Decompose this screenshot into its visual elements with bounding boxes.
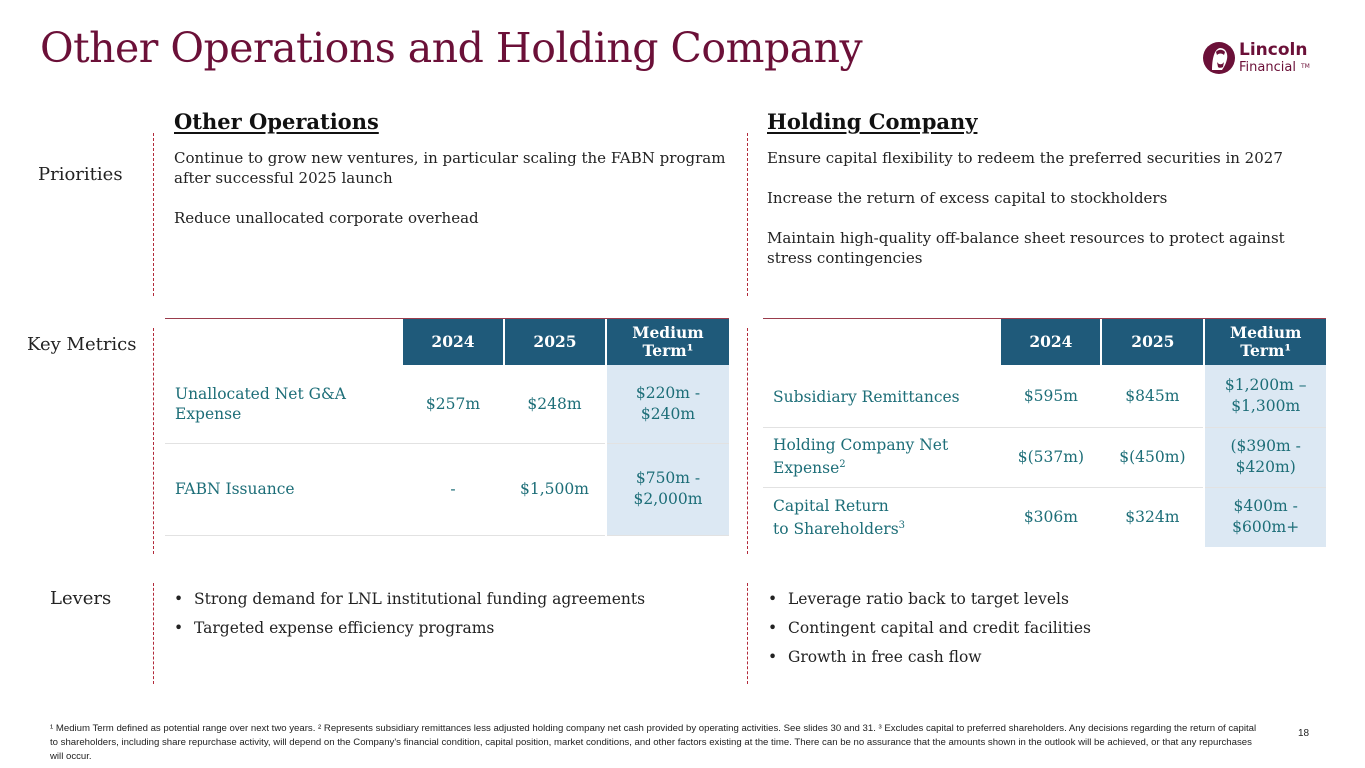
- table-row: [763, 427, 1326, 487]
- priority-text: Increase the return of excess capital to stockholders: [767, 189, 1168, 207]
- lincoln-portrait-icon: [1202, 40, 1236, 76]
- separator-line: [153, 328, 154, 554]
- table-row: [165, 365, 729, 443]
- logo-trademark: TM: [1301, 63, 1310, 70]
- table-row: [165, 443, 729, 535]
- value-medium-term: $400m - $600m+: [1204, 487, 1326, 547]
- other-ops-levers-list: [174, 590, 645, 648]
- holding-metrics-table: [763, 319, 1326, 547]
- page-title: Other Operations and Holding Company: [40, 24, 863, 72]
- list-item: • Strong demand for LNL institutional funding agreements: [174, 590, 645, 619]
- value-medium-term: $750m - $2,000m: [606, 443, 729, 535]
- other-ops-metrics-table: [165, 319, 729, 536]
- value-2024: $595m: [1000, 365, 1101, 427]
- value-medium-term: $1,200m – $1,300m: [1204, 365, 1326, 427]
- priority-text: Maintain high-quality off-balance sheet resources to protect against stress contingencies: [767, 229, 1285, 267]
- value-2025: $845m: [1101, 365, 1204, 427]
- value-2024: $(537m): [1000, 427, 1101, 487]
- company-logo: [1202, 38, 1312, 80]
- value-medium-term: ($390m - $420m): [1204, 427, 1326, 487]
- metric-name-text: Holding Company Net Expense: [773, 436, 949, 478]
- row-label-levers: Levers: [50, 588, 112, 609]
- metric-name: Unallocated Net G&A Expense: [165, 365, 402, 443]
- list-item: • Growth in free cash flow: [768, 648, 1091, 677]
- separator-line: [153, 583, 154, 684]
- table-header-row: [763, 319, 1326, 365]
- value-medium-term: $220m - $240m: [606, 365, 729, 443]
- value-2024: $257m: [402, 365, 504, 443]
- footnote-text: ¹ Medium Term defined as potential range over next two years. ² Represents subsidiary remittances less adjusted holding company net cash provided by operating activities. See slides 30 and 31. ³ Excludes capital to preferred shareholders. Any decisions regarding the return of capital to shareholders, including share repurchase activity, will depend on the Company's financial condition, capital position, market conditions, and other factors existing at the time. There can be no assurance that the amounts shown in the outlook will be achieved, or that any repurchases will occur.: [50, 723, 1257, 762]
- holding-priorities: [767, 148, 1307, 288]
- other-ops-priorities: [174, 148, 729, 248]
- separator-line: [153, 133, 154, 296]
- metric-name: FABN Issuance: [165, 443, 402, 535]
- value-2025: $(450m): [1101, 427, 1204, 487]
- priority-text: Ensure capital flexibility to redeem the preferred securities in 2027: [767, 149, 1283, 167]
- footnote-marker: 3: [898, 519, 906, 531]
- column-header-2024: 2024: [402, 319, 504, 365]
- logo-word-lincoln: Lincoln: [1239, 40, 1308, 60]
- row-label-priorities: Priorities: [38, 164, 123, 185]
- column-header-2025: 2025: [504, 319, 606, 365]
- row-label-key-metrics: Key Metrics: [27, 334, 137, 355]
- list-item: • Contingent capital and credit facilities: [768, 619, 1091, 648]
- list-item: • Targeted expense efficiency programs: [174, 619, 645, 648]
- footnote-marker: 2: [839, 459, 846, 471]
- value-2025: $1,500m: [504, 443, 606, 535]
- value-2025: $248m: [504, 365, 606, 443]
- list-item: • Leverage ratio back to target levels: [768, 590, 1091, 619]
- column-header-medium-term: Medium Term¹: [1204, 319, 1326, 365]
- column-header-2025: 2025: [1101, 319, 1204, 365]
- value-2024: $306m: [1023, 508, 1078, 527]
- column-header-medium-term: Medium Term¹: [606, 319, 729, 365]
- metric-name-text: Subsidiary Remittances: [773, 388, 960, 407]
- value-2025: $324m: [1125, 508, 1180, 527]
- priority-text: Reduce unallocated corporate overhead: [174, 209, 479, 227]
- holding-levers-list: [768, 590, 1091, 677]
- separator-line: [747, 133, 748, 296]
- page-number: 18: [1298, 728, 1310, 739]
- metric-name: [763, 427, 1000, 487]
- value-2024: -: [402, 443, 504, 535]
- table-row: [763, 487, 1326, 547]
- metric-name: [763, 487, 1000, 547]
- logo-word-financial: Financial: [1239, 60, 1296, 75]
- heading-holding-company: Holding Company: [767, 109, 978, 134]
- separator-line: [747, 328, 748, 554]
- separator-line: [747, 583, 748, 684]
- metric-name-text: Capital Return to Shareholders: [773, 496, 899, 538]
- table-row: [763, 365, 1326, 427]
- metric-name: [763, 365, 1000, 427]
- table-header-row: [165, 319, 729, 365]
- column-header-2024: 2024: [1000, 319, 1101, 365]
- priority-text: Continue to grow new ventures, in particular scaling the FABN program after successful 2025 launch: [174, 149, 726, 187]
- heading-other-operations: Other Operations: [174, 109, 379, 134]
